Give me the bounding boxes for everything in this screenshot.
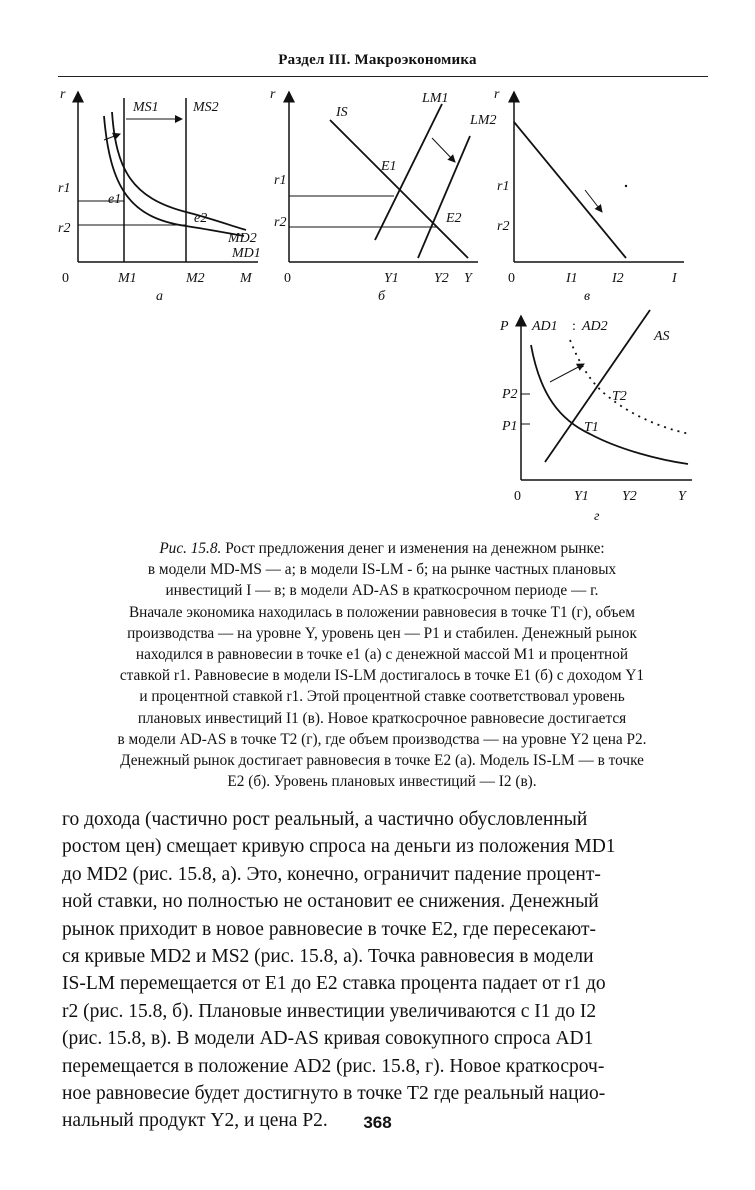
- figure-15-8: [0, 0, 755, 535]
- body-line: r2 (рис. 15.8, б). Плановые инвестиции увеличиваются с I1 до I2: [62, 1000, 597, 1022]
- panel-g-x-axis-label: Y: [678, 489, 686, 504]
- panel-b-point-e1: E1: [381, 159, 397, 174]
- panel-v-shift-arrow: [585, 190, 602, 212]
- body-line: ной ставки, но полностью не остановит ее снижения. Денежный: [62, 891, 599, 913]
- panel-b-label-is: IS: [336, 105, 348, 120]
- panel-a-label-md1: MD1: [232, 246, 261, 261]
- panel-v-caption-letter: в: [584, 289, 591, 304]
- panel-b-tick-r1: r1: [274, 173, 287, 188]
- panel-g-label-as: AS: [654, 329, 670, 344]
- panel-b-shift-arrow: [432, 138, 455, 162]
- body-paragraph: [62, 806, 702, 1135]
- panel-g-point-t2: T2: [612, 389, 627, 404]
- panel-g-y-axis-label: P: [500, 319, 509, 334]
- caption-line: инвестиций I — в; в модели AD-AS в краткосрочном периоде — г.: [165, 582, 599, 600]
- body-line: (рис. 15.8, в). В модели AD-AS кривая совокупного спроса AD1: [62, 1028, 594, 1050]
- panel-a-md1-curve: [104, 116, 244, 236]
- caption-line: [62, 538, 702, 559]
- panel-a-label-ms2: MS2: [193, 100, 219, 115]
- body-line: нальный продукт Y2, и цена P2.: [62, 1110, 328, 1132]
- panel-b-origin: 0: [284, 271, 291, 286]
- panel-g-tick-y2: Y2: [622, 489, 637, 504]
- body-line: ное равновесие будет достигнуто в точке T2 где реальный нацио-: [62, 1083, 606, 1105]
- panel-a-caption-letter: а: [156, 289, 163, 304]
- caption-line: в модели AD-AS в точке T2 (г), где объем производства — на уровне Y2 цена P2.: [117, 730, 647, 748]
- panel-g-shift-arrow: [550, 364, 584, 382]
- panel-b-tick-r2: r2: [274, 215, 287, 230]
- body-line: до MD2 (рис. 15.8, а). Это, конечно, ограничит падение процент-: [62, 863, 601, 885]
- body-line: перемещается в положение AD2 (рис. 15.8, г). Новое краткосроч-: [62, 1055, 605, 1077]
- panel-g-origin: 0: [514, 489, 521, 504]
- panel-v-investment-line: [514, 122, 626, 258]
- panel-b-point-e2: E2: [446, 211, 462, 226]
- panel-b-lm2-line: [418, 136, 470, 258]
- caption-line-text: Рост предложения денег и изменения на денежном рынке:: [225, 540, 605, 557]
- panel-a-label-md2: MD2: [228, 231, 257, 246]
- caption-line: и процентной ставкой r1. Этой процентной ставке соответствовал уровень: [139, 688, 625, 706]
- running-header: Раздел III. Макроэкономика: [278, 52, 477, 68]
- panel-g-tick-p1: P1: [502, 419, 518, 434]
- caption-line: находился в равновесии в точке e1 (а) с денежной массой M1 и процентной: [135, 646, 629, 664]
- panel-b: [289, 92, 478, 262]
- caption-line: плановых инвестиций I1 (в). Новое краткосрочное равновесие достигается: [137, 709, 627, 727]
- panel-a-x-axis-label: M: [240, 271, 252, 286]
- body-line: рынок приходит в новое равновесие в точке E2, где пересекают-: [62, 918, 596, 940]
- body-line: IS-LM перемещается от E1 до E2 ставка процента падает от r1 до: [62, 973, 606, 995]
- panel-a-origin: 0: [62, 271, 69, 286]
- panel-v-x-axis-label: I: [672, 271, 677, 286]
- panel-a-label-ms1: MS1: [133, 100, 159, 115]
- panel-b-tick-y1: Y1: [384, 271, 399, 286]
- caption-line: Денежный рынок достигает равновесия в точке E2 (а). Модель IS-LM — в точке: [120, 752, 644, 770]
- caption-line: производства — на уровне Y, уровень цен — P1 и стабилен. Денежный рынок: [127, 624, 637, 642]
- panel-v-tick-i1: I1: [566, 271, 578, 286]
- panel-b-y-axis-label: r: [270, 87, 276, 102]
- panel-g-label-ad2: AD2: [582, 319, 608, 334]
- body-line: го дохода (частично рост реальный, а частично обусловленный: [62, 809, 588, 830]
- panel-v: [514, 92, 684, 262]
- panel-g-tick-p2: P2: [502, 387, 518, 402]
- panel-v-y-axis-label: r: [494, 87, 500, 102]
- panel-a-tick-r1: r1: [58, 181, 71, 196]
- figure-caption: [62, 538, 702, 792]
- caption-line: в модели MD-MS — а; в модели IS-LM - б; на рынке частных плановых: [147, 561, 617, 579]
- panel-b-caption-letter: б: [378, 289, 386, 304]
- body-line: ся кривые MD2 и MS2 (рис. 15.8, а). Точка равновесия в модели: [62, 946, 594, 968]
- panel-b-tick-y2: Y2: [434, 271, 449, 286]
- panel-a-point-e2: e2: [194, 211, 208, 226]
- page-number: 368: [363, 1113, 392, 1132]
- body-line: ростом цен) смещает кривую спроса на деньги из положения MD1: [62, 836, 616, 858]
- panel-g-point-t1: T1: [584, 420, 599, 435]
- panel-a-y-axis-label: r: [60, 87, 66, 102]
- panel-g-label-separator: :: [572, 319, 576, 334]
- panel-g-ad1-curve: [531, 345, 688, 464]
- panel-v-tick-r1: r1: [497, 179, 510, 194]
- panel-v-speck: [625, 185, 627, 187]
- caption-line: E2 (б). Уровень плановых инвестиций — I2 (в).: [227, 773, 537, 791]
- panel-b-x-axis-label: Y: [464, 271, 472, 286]
- caption-title: Рис. 15.8.: [159, 540, 222, 557]
- panel-a-tick-m2: M2: [186, 271, 205, 286]
- panel-b-label-lm2: LM2: [470, 113, 497, 128]
- panel-g-label-ad1: AD1: [532, 319, 558, 334]
- panel-v-tick-i2: I2: [612, 271, 624, 286]
- panel-a-md2-curve: [112, 112, 246, 230]
- panel-g-tick-y1: Y1: [574, 489, 589, 504]
- panel-v-tick-r2: r2: [497, 219, 510, 234]
- panel-g-caption-letter: г: [594, 509, 600, 524]
- panel-b-label-lm1: LM1: [422, 91, 449, 106]
- panel-v-origin: 0: [508, 271, 515, 286]
- caption-line: ставкой r1. Равновесие в модели IS-LM достигалось в точке E1 (б) с доходом Y1: [119, 667, 645, 685]
- panel-a-tick-m1: M1: [118, 271, 137, 286]
- panel-a-tick-r2: r2: [58, 221, 71, 236]
- caption-line: Вначале экономика находилась в положении равновесия в точке T1 (г), объем: [128, 603, 635, 621]
- panel-a-point-e1: e1: [108, 192, 122, 207]
